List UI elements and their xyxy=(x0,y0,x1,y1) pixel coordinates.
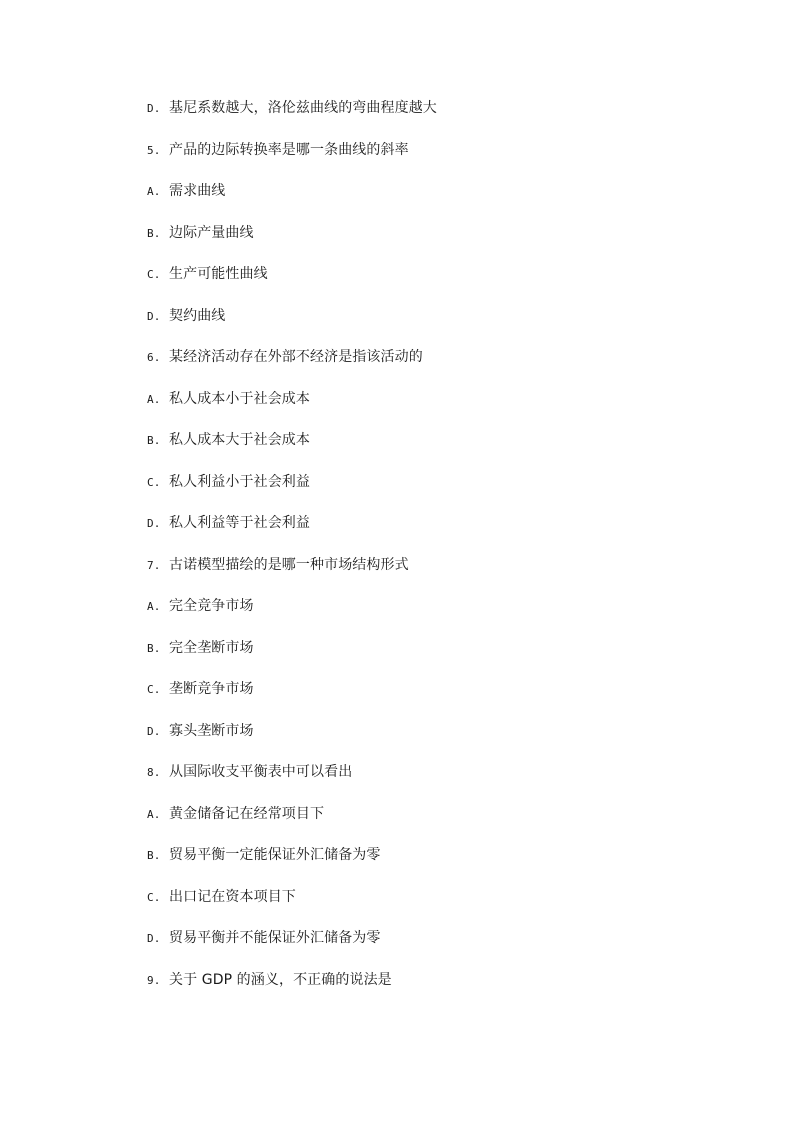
option-label: B. xyxy=(147,849,161,862)
option-label: B. xyxy=(147,227,161,240)
option-label: C. xyxy=(147,476,161,489)
option-label: A. xyxy=(147,808,161,821)
option-line xyxy=(147,472,310,492)
option-text: 契约曲线 xyxy=(169,308,226,324)
option-line xyxy=(147,430,310,450)
option-label: B. xyxy=(147,642,161,655)
option-line xyxy=(147,264,268,284)
option-line xyxy=(147,181,225,201)
option-line xyxy=(147,928,381,948)
option-text: 垄断竞争市场 xyxy=(169,681,254,697)
option-line xyxy=(147,98,437,118)
question-number: 9. xyxy=(147,974,161,987)
option-text: 需求曲线 xyxy=(169,183,226,199)
option-text: 基尼系数越大，洛伦兹曲线的弯曲程度越大 xyxy=(169,100,437,116)
option-line xyxy=(147,596,254,616)
question-number: 8. xyxy=(147,766,161,779)
option-line xyxy=(147,223,254,243)
question-line xyxy=(147,140,409,160)
option-text: 私人利益等于社会利益 xyxy=(169,515,310,531)
option-label: C. xyxy=(147,683,161,696)
option-text: 边际产量曲线 xyxy=(169,225,254,241)
question-line xyxy=(147,970,392,990)
option-line xyxy=(147,513,310,533)
question-line xyxy=(147,762,352,782)
question-text: 古诺模型描绘的是哪一种市场结构形式 xyxy=(169,557,409,573)
option-label: D. xyxy=(147,932,161,945)
question-line xyxy=(147,555,409,575)
option-text: 私人利益小于社会利益 xyxy=(169,474,310,490)
question-number: 5. xyxy=(147,144,161,157)
option-text: 私人成本小于社会成本 xyxy=(169,391,310,407)
option-text: 完全垄断市场 xyxy=(169,640,254,656)
option-label: D. xyxy=(147,310,161,323)
option-label: D. xyxy=(147,102,161,115)
question-line xyxy=(147,347,423,367)
option-text: 生产可能性曲线 xyxy=(169,266,268,282)
question-text: 从国际收支平衡表中可以看出 xyxy=(169,764,353,780)
question-text: 关于 GDP 的涵义，不正确的说法是 xyxy=(169,972,392,988)
option-text: 出口记在资本项目下 xyxy=(169,889,296,905)
option-label: A. xyxy=(147,393,161,406)
option-line xyxy=(147,679,254,699)
question-text: 某经济活动存在外部不经济是指该活动的 xyxy=(169,349,423,365)
option-text: 私人成本大于社会成本 xyxy=(169,432,310,448)
option-label: D. xyxy=(147,517,161,530)
option-label: C. xyxy=(147,268,161,281)
option-text: 黄金储备记在经常项目下 xyxy=(169,806,325,822)
option-label: D. xyxy=(147,725,161,738)
option-line xyxy=(147,804,324,824)
option-label: B. xyxy=(147,434,161,447)
option-text: 寡头垄断市场 xyxy=(169,723,254,739)
question-number: 7. xyxy=(147,559,161,572)
option-line xyxy=(147,389,310,409)
option-line xyxy=(147,845,381,865)
question-number: 6. xyxy=(147,351,161,364)
option-line xyxy=(147,721,254,741)
option-label: A. xyxy=(147,185,161,198)
option-label: A. xyxy=(147,600,161,613)
option-text: 完全竞争市场 xyxy=(169,598,254,614)
option-text: 贸易平衡一定能保证外汇储备为零 xyxy=(169,847,381,863)
option-label: C. xyxy=(147,891,161,904)
question-text: 产品的边际转换率是哪一条曲线的斜率 xyxy=(169,142,409,158)
option-text: 贸易平衡并不能保证外汇储备为零 xyxy=(169,930,381,946)
option-line xyxy=(147,638,254,658)
option-line xyxy=(147,306,225,326)
option-line xyxy=(147,887,296,907)
